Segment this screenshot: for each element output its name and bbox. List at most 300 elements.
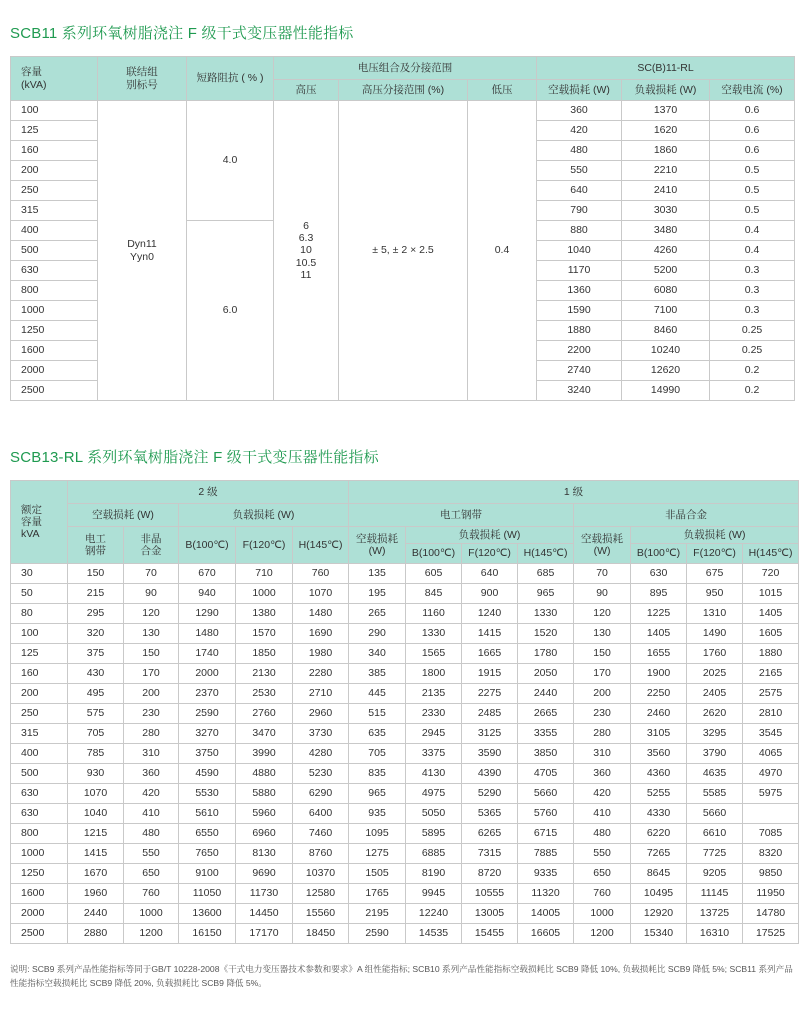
t2-value-cell: 1520 xyxy=(518,624,574,644)
t2-value-cell: 130 xyxy=(574,624,631,644)
t1-load-loss-cell: 3030 xyxy=(622,201,710,221)
t2-value-cell: 550 xyxy=(124,844,179,864)
t2-value-cell: 200 xyxy=(574,684,631,704)
t2-value-cell: 15455 xyxy=(462,924,518,944)
t2-value-cell: 760 xyxy=(293,564,349,584)
t2-value-cell: 705 xyxy=(68,724,124,744)
t2-capacity-cell: 100 xyxy=(11,624,68,644)
t2-value-cell: 5365 xyxy=(462,804,518,824)
t2-value-cell: 1655 xyxy=(631,644,687,664)
t2-value-cell: 90 xyxy=(124,584,179,604)
t1-capacity-cell: 2500 xyxy=(11,381,98,401)
t2-value-cell: 7460 xyxy=(293,824,349,844)
t2-value-cell: 4880 xyxy=(236,764,293,784)
t2-value-cell: 2405 xyxy=(687,684,743,704)
t2-value-cell: 1670 xyxy=(68,864,124,884)
t2-value-cell: 2025 xyxy=(687,664,743,684)
t1-no-load-loss-cell: 3240 xyxy=(537,381,622,401)
t2-value-cell: 670 xyxy=(179,564,236,584)
t2-value-cell: 12580 xyxy=(293,884,349,904)
header-g1-es-no-load: 空载损耗 (W) xyxy=(349,527,406,564)
t2-value-cell: 1380 xyxy=(236,604,293,624)
t2-value-cell: 2195 xyxy=(349,904,406,924)
t2-row xyxy=(11,764,799,784)
t2-value-cell: 9100 xyxy=(179,864,236,884)
t1-impedance-cell: 6.0 xyxy=(187,221,274,401)
t1-no-load-current-cell: 0.2 xyxy=(710,361,795,381)
t2-value-cell: 230 xyxy=(574,704,631,724)
t2-value-cell: 5960 xyxy=(236,804,293,824)
t2-value-cell: 650 xyxy=(124,864,179,884)
t2-value-cell: 1780 xyxy=(518,644,574,664)
t2-value-cell: 2275 xyxy=(462,684,518,704)
t1-load-loss-cell: 6080 xyxy=(622,281,710,301)
t2-value-cell: 1160 xyxy=(406,604,462,624)
header-impedance: 短路阻抗 ( % ) xyxy=(187,57,274,101)
t2-value-cell: 1000 xyxy=(236,584,293,604)
header-g1-am-load-loss: 负载损耗 (W) xyxy=(631,527,798,544)
t2-value-cell: 575 xyxy=(68,704,124,724)
t1-no-load-loss-cell: 1590 xyxy=(537,301,622,321)
t2-capacity-cell: 630 xyxy=(11,804,68,824)
t2-value-cell: 2880 xyxy=(68,924,124,944)
t2-row xyxy=(11,664,799,684)
t1-no-load-loss-cell: 1040 xyxy=(537,241,622,261)
t1-no-load-loss-cell: 1170 xyxy=(537,261,622,281)
t2-value-cell: 13005 xyxy=(462,904,518,924)
t2-value-cell: 295 xyxy=(68,604,124,624)
t1-load-loss-cell: 12620 xyxy=(622,361,710,381)
t2-value-cell: 6960 xyxy=(236,824,293,844)
t2-value-cell: 760 xyxy=(574,884,631,904)
t2-value-cell: 410 xyxy=(124,804,179,824)
t2-value-cell: 4130 xyxy=(406,764,462,784)
header-rated-capacity: 额定 容量 kVA xyxy=(11,481,68,564)
t2-capacity-cell: 400 xyxy=(11,744,68,764)
t2-capacity-cell: 1600 xyxy=(11,884,68,904)
t1-load-loss-cell: 1620 xyxy=(622,121,710,141)
t2-value-cell: 2250 xyxy=(631,684,687,704)
t2-value-cell: 2590 xyxy=(349,924,406,944)
t1-no-load-current-cell: 0.5 xyxy=(710,161,795,181)
footnote: 说明: SCB9 系列产品性能指标等同于GB/T 10228-2008《干式电力变压器技术参数和要求》A 组性能指标; SCB10 系列产品性能指标空载损耗比 SCB9 降低 10%, 负载损耗比 SCB9 降低 5%; SCB11 系列产品性能指标空载损耗比 SCB9 降低 20%, 负载损耗比 SCB9 降低 5%。 xyxy=(10,964,793,988)
t2-value-cell: 1980 xyxy=(293,644,349,664)
header-connection-group: 联结组 别标号 xyxy=(98,57,187,101)
t2-value-cell: 1405 xyxy=(631,624,687,644)
t1-no-load-current-cell: 0.2 xyxy=(710,381,795,401)
t2-value-cell: 7650 xyxy=(179,844,236,864)
t2-value-cell: 12240 xyxy=(406,904,462,924)
t2-row xyxy=(11,924,799,944)
t2-value-cell: 150 xyxy=(574,644,631,664)
header-g2-b100: B(100℃) xyxy=(179,527,236,564)
t2-value-cell: 8645 xyxy=(631,864,687,884)
t1-no-load-current-cell: 0.5 xyxy=(710,201,795,221)
t2-value-cell: 14535 xyxy=(406,924,462,944)
t2-value-cell: 760 xyxy=(124,884,179,904)
header-g2-no-load-loss: 空载损耗 (W) xyxy=(68,504,179,527)
t2-capacity-cell: 630 xyxy=(11,784,68,804)
t2-value-cell: 1765 xyxy=(349,884,406,904)
header-capacity: 容量 (kVA) xyxy=(11,57,98,101)
t2-value-cell: 1215 xyxy=(68,824,124,844)
t2-value-cell: 3105 xyxy=(631,724,687,744)
t2-value-cell: 5530 xyxy=(179,784,236,804)
t1-no-load-loss-cell: 420 xyxy=(537,121,622,141)
t2-value-cell: 445 xyxy=(349,684,406,704)
t2-value-cell: 120 xyxy=(574,604,631,624)
t2-value-cell: 3375 xyxy=(406,744,462,764)
t1-capacity-cell: 630 xyxy=(11,261,98,281)
t2-value-cell: 930 xyxy=(68,764,124,784)
t2-value-cell: 1070 xyxy=(68,784,124,804)
t2-row xyxy=(11,604,799,624)
t2-value-cell: 170 xyxy=(574,664,631,684)
t2-value-cell: 2485 xyxy=(462,704,518,724)
header-hv: 高压 xyxy=(274,80,339,101)
t2-value-cell: 2280 xyxy=(293,664,349,684)
t1-no-load-loss-cell: 880 xyxy=(537,221,622,241)
t2-value-cell: 1000 xyxy=(574,904,631,924)
t1-capacity-cell: 1250 xyxy=(11,321,98,341)
t2-value-cell: 120 xyxy=(124,604,179,624)
header-g1-es-b100: B(100℃) xyxy=(406,544,462,563)
t2-row xyxy=(11,864,799,884)
t1-no-load-loss-cell: 550 xyxy=(537,161,622,181)
t2-value-cell: 935 xyxy=(349,804,406,824)
t2-capacity-cell: 160 xyxy=(11,664,68,684)
t2-value-cell: 2710 xyxy=(293,684,349,704)
t2-value-cell: 4705 xyxy=(518,764,574,784)
t2-value-cell: 9205 xyxy=(687,864,743,884)
header-load-loss: 负载损耗 (W) xyxy=(622,80,710,101)
t1-capacity-cell: 2000 xyxy=(11,361,98,381)
t2-value-cell: 1915 xyxy=(462,664,518,684)
t2-value-cell: 1505 xyxy=(349,864,406,884)
header-g2-am: 非晶 合金 xyxy=(124,527,179,564)
t1-capacity-cell: 200 xyxy=(11,161,98,181)
t2-value-cell: 280 xyxy=(124,724,179,744)
t1-no-load-current-cell: 0.6 xyxy=(710,141,795,161)
header-g1-amorphous: 非晶合金 xyxy=(574,504,799,527)
t2-value-cell: 2665 xyxy=(518,704,574,724)
t2-value-cell: 9945 xyxy=(406,884,462,904)
t2-capacity-cell: 800 xyxy=(11,824,68,844)
header-g1-am-no-load: 空载损耗 (W) xyxy=(574,527,631,564)
table1-title: SCB11 系列环氧树脂浇注 F 级干式变压器性能指标 xyxy=(10,25,354,42)
t2-value-cell: 2620 xyxy=(687,704,743,724)
t1-capacity-cell: 500 xyxy=(11,241,98,261)
t2-value-cell: 3790 xyxy=(687,744,743,764)
t2-value-cell: 385 xyxy=(349,664,406,684)
t2-value-cell: 5880 xyxy=(236,784,293,804)
header-g2-f120: F(120℃) xyxy=(236,527,293,564)
t2-value-cell: 17170 xyxy=(236,924,293,944)
t1-capacity-cell: 1000 xyxy=(11,301,98,321)
t1-no-load-current-cell: 0.6 xyxy=(710,121,795,141)
t2-value-cell: 1000 xyxy=(124,904,179,924)
t2-value-cell: 6290 xyxy=(293,784,349,804)
t2-value-cell: 685 xyxy=(518,564,574,584)
t2-value-cell: 5660 xyxy=(687,804,743,824)
header-no-load-current: 空载电流 (%) xyxy=(710,80,795,101)
t2-value-cell: 3750 xyxy=(179,744,236,764)
t1-no-load-current-cell: 0.3 xyxy=(710,301,795,321)
t2-row xyxy=(11,564,799,584)
t1-no-load-current-cell: 0.3 xyxy=(710,281,795,301)
t2-value-cell: 4975 xyxy=(406,784,462,804)
t2-value-cell: 635 xyxy=(349,724,406,744)
t2-value-cell: 8760 xyxy=(293,844,349,864)
t2-value-cell: 11145 xyxy=(687,884,743,904)
t1-impedance-cell: 4.0 xyxy=(187,101,274,221)
t2-capacity-cell: 2500 xyxy=(11,924,68,944)
t2-value-cell: 1605 xyxy=(743,624,799,644)
t1-row xyxy=(11,101,795,121)
t2-value-cell: 1900 xyxy=(631,664,687,684)
t2-value-cell: 2330 xyxy=(406,704,462,724)
t2-value-cell: 10495 xyxy=(631,884,687,904)
header-g2-es: 电工 钢带 xyxy=(68,527,124,564)
t2-value-cell: 1880 xyxy=(743,644,799,664)
header-g1-es-h145: H(145℃) xyxy=(523,547,568,559)
t2-value-cell: 1040 xyxy=(68,804,124,824)
t2-value-cell: 4065 xyxy=(743,744,799,764)
t2-value-cell: 3850 xyxy=(518,744,574,764)
t2-row xyxy=(11,744,799,764)
t1-connection-group-cell: Dyn11 Yyn0 xyxy=(98,101,187,401)
t2-value-cell: 495 xyxy=(68,684,124,704)
t2-value-cell: 6400 xyxy=(293,804,349,824)
t2-value-cell: 6220 xyxy=(631,824,687,844)
t2-value-cell: 8720 xyxy=(462,864,518,884)
t2-value-cell: 1240 xyxy=(462,604,518,624)
t2-value-cell: 3590 xyxy=(462,744,518,764)
t2-value-cell: 710 xyxy=(236,564,293,584)
t2-value-cell: 4360 xyxy=(631,764,687,784)
t2-value-cell: 265 xyxy=(349,604,406,624)
t2-value-cell: 150 xyxy=(124,644,179,664)
t2-value-cell: 1480 xyxy=(293,604,349,624)
t2-value-cell: 1480 xyxy=(179,624,236,644)
t2-value-cell: 9850 xyxy=(743,864,799,884)
t1-no-load-loss-cell: 640 xyxy=(537,181,622,201)
t2-capacity-cell: 1000 xyxy=(11,844,68,864)
t2-capacity-cell: 315 xyxy=(11,724,68,744)
t1-no-load-loss-cell: 1360 xyxy=(537,281,622,301)
t2-value-cell: 3470 xyxy=(236,724,293,744)
t2-value-cell: 2945 xyxy=(406,724,462,744)
t2-value-cell: 360 xyxy=(574,764,631,784)
header-g1-es-load-loss: 负载损耗 (W) xyxy=(406,527,573,544)
t2-value-cell: 3125 xyxy=(462,724,518,744)
t1-no-load-current-cell: 0.4 xyxy=(710,241,795,261)
t2-value-cell: 2135 xyxy=(406,684,462,704)
t2-value-cell: 1310 xyxy=(687,604,743,624)
t2-value-cell: 1960 xyxy=(68,884,124,904)
t2-value-cell: 320 xyxy=(68,624,124,644)
t2-value-cell: 6715 xyxy=(518,824,574,844)
t2-capacity-cell: 80 xyxy=(11,604,68,624)
t2-value-cell: 130 xyxy=(124,624,179,644)
header-g1-es-load-group xyxy=(406,527,574,564)
t2-value-cell: 4390 xyxy=(462,764,518,784)
t2-value-cell: 4970 xyxy=(743,764,799,784)
t2-value-cell: 7085 xyxy=(743,824,799,844)
t2-value-cell: 310 xyxy=(574,744,631,764)
t2-value-cell: 5050 xyxy=(406,804,462,824)
t2-value-cell: 5660 xyxy=(518,784,574,804)
t2-value-cell: 8130 xyxy=(236,844,293,864)
t2-value-cell: 1415 xyxy=(462,624,518,644)
header-g2-load-loss: 负载损耗 (W) xyxy=(179,504,349,527)
header-g2-h145: H(145℃) xyxy=(293,527,349,564)
t1-capacity-cell: 315 xyxy=(11,201,98,221)
t1-load-loss-cell: 10240 xyxy=(622,341,710,361)
t1-no-load-loss-cell: 2200 xyxy=(537,341,622,361)
t2-value-cell: 3560 xyxy=(631,744,687,764)
t2-capacity-cell: 1250 xyxy=(11,864,68,884)
t2-value-cell: 6550 xyxy=(179,824,236,844)
t2-value-cell: 11320 xyxy=(518,884,574,904)
t2-value-cell: 3990 xyxy=(236,744,293,764)
t1-no-load-current-cell: 0.3 xyxy=(710,261,795,281)
t1-load-loss-cell: 1860 xyxy=(622,141,710,161)
t2-value-cell: 1760 xyxy=(687,644,743,664)
t2-value-cell: 1275 xyxy=(349,844,406,864)
scb13-spec-table xyxy=(10,480,799,944)
t2-value-cell: 4590 xyxy=(179,764,236,784)
t2-value-cell: 1850 xyxy=(236,644,293,664)
t2-value-cell: 5610 xyxy=(179,804,236,824)
t1-load-loss-cell: 2210 xyxy=(622,161,710,181)
t2-capacity-cell: 125 xyxy=(11,644,68,664)
t2-value-cell: 11950 xyxy=(743,884,799,904)
t2-value-cell: 1665 xyxy=(462,644,518,664)
t2-row xyxy=(11,884,799,904)
t2-value-cell: 150 xyxy=(68,564,124,584)
t2-row xyxy=(11,824,799,844)
t2-value-cell: 14005 xyxy=(518,904,574,924)
t1-capacity-cell: 100 xyxy=(11,101,98,121)
t2-capacity-cell: 250 xyxy=(11,704,68,724)
t2-value-cell: 7885 xyxy=(518,844,574,864)
t2-value-cell: 2165 xyxy=(743,664,799,684)
t2-value-cell: 2440 xyxy=(518,684,574,704)
t2-value-cell: 70 xyxy=(124,564,179,584)
t2-value-cell: 215 xyxy=(68,584,124,604)
t2-value-cell: 2530 xyxy=(236,684,293,704)
t2-value-cell: 200 xyxy=(124,684,179,704)
t1-no-load-loss-cell: 360 xyxy=(537,101,622,121)
t2-value-cell: 4635 xyxy=(687,764,743,784)
t2-value-cell: 5290 xyxy=(462,784,518,804)
t1-load-loss-cell: 3480 xyxy=(622,221,710,241)
t2-value-cell: 1740 xyxy=(179,644,236,664)
t2-value-cell: 2590 xyxy=(179,704,236,724)
t2-value-cell: 640 xyxy=(462,564,518,584)
header-g1-am-h145: H(145℃) xyxy=(748,547,793,559)
t2-value-cell: 1290 xyxy=(179,604,236,624)
t2-row xyxy=(11,584,799,604)
t1-hv-range-cell: ± 5, ± 2 × 2.5 xyxy=(339,101,468,401)
t2-value-cell: 1330 xyxy=(518,604,574,624)
t2-value-cell: 170 xyxy=(124,664,179,684)
t2-row xyxy=(11,844,799,864)
t2-value-cell: 13600 xyxy=(179,904,236,924)
t2-value-cell: 5760 xyxy=(518,804,574,824)
t2-value-cell: 1565 xyxy=(406,644,462,664)
t1-load-loss-cell: 7100 xyxy=(622,301,710,321)
t2-value-cell: 230 xyxy=(124,704,179,724)
header-g1-electrical-steel: 电工钢带 xyxy=(349,504,574,527)
t2-value-cell: 900 xyxy=(462,584,518,604)
t2-value-cell: 480 xyxy=(124,824,179,844)
t2-value-cell: 7725 xyxy=(687,844,743,864)
t2-value-cell: 5895 xyxy=(406,824,462,844)
t2-value-cell: 6265 xyxy=(462,824,518,844)
header-g1-am-f120: F(120℃) xyxy=(687,544,743,563)
t2-value-cell: 3545 xyxy=(743,724,799,744)
header-g1-am-b100: B(100℃) xyxy=(631,544,687,563)
t2-value-cell: 10555 xyxy=(462,884,518,904)
t2-value-cell: 2370 xyxy=(179,684,236,704)
t2-value-cell: 7265 xyxy=(631,844,687,864)
t2-value-cell: 10370 xyxy=(293,864,349,884)
t1-capacity-cell: 160 xyxy=(11,141,98,161)
t2-value-cell: 605 xyxy=(406,564,462,584)
t2-value-cell: 90 xyxy=(574,584,631,604)
t2-value-cell: 14780 xyxy=(743,904,799,924)
t2-value-cell: 310 xyxy=(124,744,179,764)
t2-row xyxy=(11,904,799,924)
t2-value-cell: 2440 xyxy=(68,904,124,924)
t2-value-cell: 705 xyxy=(349,744,406,764)
t2-value-cell: 1200 xyxy=(574,924,631,944)
t2-value-cell: 1800 xyxy=(406,664,462,684)
t1-capacity-cell: 1600 xyxy=(11,341,98,361)
t2-value-cell: 1200 xyxy=(124,924,179,944)
t2-value-cell: 675 xyxy=(687,564,743,584)
t2-value-cell: 965 xyxy=(349,784,406,804)
t2-value-cell: 6885 xyxy=(406,844,462,864)
t2-value-cell: 430 xyxy=(68,664,124,684)
t2-value-cell: 1490 xyxy=(687,624,743,644)
t2-capacity-cell: 2000 xyxy=(11,904,68,924)
t1-load-loss-cell: 2410 xyxy=(622,181,710,201)
header-voltage-group: 电压组合及分接范围 xyxy=(274,57,537,80)
t2-value-cell: 12920 xyxy=(631,904,687,924)
t2-value-cell: 950 xyxy=(687,584,743,604)
t2-value-cell: 480 xyxy=(574,824,631,844)
t1-no-load-current-cell: 0.5 xyxy=(710,181,795,201)
t2-value-cell: 2760 xyxy=(236,704,293,724)
t2-value-cell: 410 xyxy=(574,804,631,824)
t2-value-cell: 16150 xyxy=(179,924,236,944)
t2-value-cell: 195 xyxy=(349,584,406,604)
t2-value-cell: 2460 xyxy=(631,704,687,724)
t2-value-cell: 15340 xyxy=(631,924,687,944)
t2-value-cell: 420 xyxy=(124,784,179,804)
t2-value-cell: 5230 xyxy=(293,764,349,784)
t2-value-cell: 5975 xyxy=(743,784,799,804)
t2-value-cell: 340 xyxy=(349,644,406,664)
t2-value-cell: 375 xyxy=(68,644,124,664)
t2-value-cell: 650 xyxy=(574,864,631,884)
t2-value-cell: 3270 xyxy=(179,724,236,744)
t2-value-cell: 895 xyxy=(631,584,687,604)
t2-row xyxy=(11,784,799,804)
